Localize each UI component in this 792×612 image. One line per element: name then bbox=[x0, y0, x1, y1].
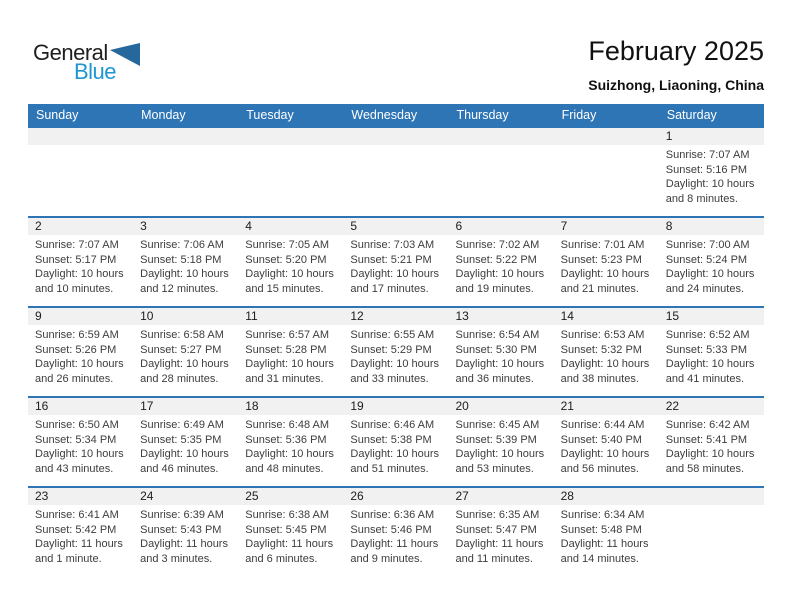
empty-day-cell bbox=[449, 128, 554, 216]
info-line: Sunset: 5:46 PM bbox=[350, 523, 432, 536]
day-number: 20 bbox=[449, 398, 554, 415]
info-line: Daylight: 10 hours bbox=[350, 268, 440, 280]
day-number: 1 bbox=[659, 128, 764, 145]
day-number bbox=[28, 128, 133, 145]
info-line: and 9 minutes. bbox=[350, 552, 423, 565]
week-row bbox=[28, 396, 764, 486]
info-line: Daylight: 10 hours bbox=[350, 358, 440, 370]
day-number bbox=[343, 128, 448, 145]
day-number: 2 bbox=[28, 218, 133, 235]
day-number: 24 bbox=[133, 488, 238, 505]
info-line: Sunrise: 6:54 AM bbox=[455, 329, 540, 341]
info-line: Sunset: 5:39 PM bbox=[455, 433, 537, 446]
day-cell-4 bbox=[238, 218, 343, 306]
day-cell-28 bbox=[554, 488, 659, 576]
info-line: and 10 minutes. bbox=[35, 282, 114, 295]
info-line: and 8 minutes. bbox=[665, 192, 738, 205]
day-number: 19 bbox=[343, 398, 448, 415]
info-line: Sunset: 5:17 PM bbox=[35, 253, 117, 266]
page-subtitle: Suizhong, Liaoning, China bbox=[588, 77, 764, 93]
info-line: Sunrise: 6:55 AM bbox=[350, 329, 435, 341]
info-line: Sunrise: 6:39 AM bbox=[140, 509, 224, 521]
day-cell-21 bbox=[554, 398, 659, 486]
day-cell-2 bbox=[28, 218, 133, 306]
day-number: 23 bbox=[28, 488, 133, 505]
info-line: Sunset: 5:22 PM bbox=[455, 253, 537, 266]
day-sun-info bbox=[449, 235, 554, 296]
info-line: Daylight: 10 hours bbox=[350, 448, 440, 460]
day-number: 25 bbox=[238, 488, 343, 505]
info-line: Sunrise: 6:34 AM bbox=[560, 509, 645, 521]
empty-day-cell bbox=[133, 128, 238, 216]
day-cell-27 bbox=[449, 488, 554, 576]
day-cell-24 bbox=[133, 488, 238, 576]
info-line: and 43 minutes. bbox=[35, 462, 114, 475]
general-blue-logo bbox=[33, 40, 163, 88]
day-number: 28 bbox=[554, 488, 659, 505]
day-cell-1 bbox=[659, 128, 764, 216]
info-line: Sunrise: 7:03 AM bbox=[350, 239, 435, 251]
info-line: Sunrise: 7:00 AM bbox=[665, 239, 750, 251]
day-cell-6 bbox=[449, 218, 554, 306]
info-line: Sunrise: 7:06 AM bbox=[140, 239, 224, 251]
day-number: 18 bbox=[238, 398, 343, 415]
day-sun-info bbox=[133, 235, 238, 296]
info-line: Sunset: 5:36 PM bbox=[245, 433, 327, 446]
info-line: Sunset: 5:43 PM bbox=[140, 523, 222, 536]
day-sun-info bbox=[238, 235, 343, 296]
day-cell-14 bbox=[554, 308, 659, 396]
info-line: Sunrise: 6:46 AM bbox=[350, 419, 435, 431]
day-number: 4 bbox=[238, 218, 343, 235]
day-sun-info bbox=[343, 325, 448, 386]
day-cell-7 bbox=[554, 218, 659, 306]
info-line: Daylight: 10 hours bbox=[140, 448, 229, 460]
info-line: Sunset: 5:28 PM bbox=[245, 343, 327, 356]
info-line: Sunrise: 7:02 AM bbox=[455, 239, 540, 251]
day-number: 17 bbox=[133, 398, 238, 415]
week-row bbox=[28, 486, 764, 576]
info-line: Sunrise: 6:58 AM bbox=[140, 329, 224, 341]
day-number: 3 bbox=[133, 218, 238, 235]
day-cell-13 bbox=[449, 308, 554, 396]
info-line: Daylight: 11 hours bbox=[245, 538, 334, 550]
info-line: Daylight: 11 hours bbox=[350, 538, 439, 550]
info-line: Sunset: 5:34 PM bbox=[35, 433, 117, 446]
day-sun-info bbox=[133, 505, 238, 566]
day-sun-info bbox=[133, 325, 238, 386]
info-line: Daylight: 10 hours bbox=[35, 268, 124, 280]
week-row bbox=[28, 126, 764, 216]
info-line: and 28 minutes. bbox=[140, 372, 219, 385]
day-number: 14 bbox=[554, 308, 659, 325]
info-line: Daylight: 11 hours bbox=[455, 538, 544, 550]
info-line: and 6 minutes. bbox=[245, 552, 318, 565]
empty-day-cell bbox=[343, 128, 448, 216]
day-sun-info bbox=[28, 415, 133, 476]
info-line: and 12 minutes. bbox=[140, 282, 219, 295]
info-line: Sunrise: 6:48 AM bbox=[245, 419, 330, 431]
week-row bbox=[28, 306, 764, 396]
day-sun-info bbox=[659, 325, 764, 386]
day-cell-22 bbox=[659, 398, 764, 486]
info-line: and 15 minutes. bbox=[245, 282, 324, 295]
info-line: Sunset: 5:16 PM bbox=[665, 163, 748, 176]
info-line: and 19 minutes. bbox=[455, 282, 534, 295]
day-sun-info bbox=[343, 505, 448, 566]
day-number bbox=[659, 488, 764, 505]
info-line: and 3 minutes. bbox=[140, 552, 213, 565]
info-line: Sunrise: 6:49 AM bbox=[140, 419, 224, 431]
day-cell-26 bbox=[343, 488, 448, 576]
day-cell-17 bbox=[133, 398, 238, 486]
day-sun-info bbox=[449, 415, 554, 476]
info-line: Sunset: 5:40 PM bbox=[560, 433, 642, 446]
empty-day-cell bbox=[554, 128, 659, 216]
info-line: Daylight: 10 hours bbox=[665, 358, 755, 370]
info-line: Sunrise: 6:41 AM bbox=[35, 509, 119, 521]
info-line: Sunset: 5:24 PM bbox=[665, 253, 748, 266]
day-sun-info bbox=[343, 235, 448, 296]
day-number: 12 bbox=[343, 308, 448, 325]
info-line: Daylight: 10 hours bbox=[455, 268, 545, 280]
info-line: and 31 minutes. bbox=[245, 372, 324, 385]
day-number: 21 bbox=[554, 398, 659, 415]
info-line: Daylight: 10 hours bbox=[245, 358, 334, 370]
info-line: Sunset: 5:48 PM bbox=[560, 523, 642, 536]
info-line: and 53 minutes. bbox=[455, 462, 534, 475]
info-line: Sunrise: 6:59 AM bbox=[35, 329, 119, 341]
day-header-tuesday: Tuesday bbox=[246, 108, 294, 122]
day-sun-info bbox=[659, 415, 764, 476]
empty-day-cell bbox=[28, 128, 133, 216]
info-line: and 36 minutes. bbox=[455, 372, 534, 385]
day-cell-5 bbox=[343, 218, 448, 306]
day-number: 15 bbox=[659, 308, 764, 325]
info-line: Sunset: 5:32 PM bbox=[560, 343, 642, 356]
info-line: Daylight: 11 hours bbox=[560, 538, 649, 550]
info-line: Sunrise: 6:52 AM bbox=[665, 329, 750, 341]
info-line: Daylight: 11 hours bbox=[35, 538, 123, 550]
info-line: Sunset: 5:41 PM bbox=[665, 433, 748, 446]
day-sun-info bbox=[659, 235, 764, 296]
info-line: Daylight: 10 hours bbox=[665, 178, 755, 190]
day-sun-info bbox=[554, 415, 659, 476]
info-line: Sunrise: 6:50 AM bbox=[35, 419, 119, 431]
info-line: Sunset: 5:23 PM bbox=[560, 253, 642, 266]
info-line: Sunset: 5:30 PM bbox=[455, 343, 537, 356]
info-line: Sunrise: 7:07 AM bbox=[35, 239, 119, 251]
info-line: Sunset: 5:38 PM bbox=[350, 433, 432, 446]
day-number: 27 bbox=[449, 488, 554, 505]
day-header-thursday: Thursday bbox=[456, 108, 509, 122]
info-line: and 11 minutes. bbox=[455, 552, 533, 565]
day-cell-25 bbox=[238, 488, 343, 576]
day-header-sunday: Sunday bbox=[36, 108, 79, 122]
day-number: 22 bbox=[659, 398, 764, 415]
info-line: Sunrise: 6:57 AM bbox=[245, 329, 330, 341]
info-line: Daylight: 10 hours bbox=[140, 268, 229, 280]
day-number: 7 bbox=[554, 218, 659, 235]
day-cell-12 bbox=[343, 308, 448, 396]
day-sun-info bbox=[449, 505, 554, 566]
info-line: Sunset: 5:29 PM bbox=[350, 343, 432, 356]
info-line: and 17 minutes. bbox=[350, 282, 429, 295]
day-sun-info bbox=[238, 325, 343, 386]
day-number bbox=[238, 128, 343, 145]
day-sun-info bbox=[659, 145, 764, 206]
empty-day-cell bbox=[659, 488, 764, 576]
day-cell-8 bbox=[659, 218, 764, 306]
day-cell-16 bbox=[28, 398, 133, 486]
day-cell-11 bbox=[238, 308, 343, 396]
day-cell-3 bbox=[133, 218, 238, 306]
day-cell-15 bbox=[659, 308, 764, 396]
calendar bbox=[28, 104, 764, 576]
day-sun-info bbox=[554, 505, 659, 566]
logo-text-general: General bbox=[33, 40, 108, 65]
info-line: and 1 minute. bbox=[35, 552, 102, 565]
day-sun-info bbox=[28, 325, 133, 386]
day-number bbox=[133, 128, 238, 145]
info-line: Daylight: 10 hours bbox=[560, 448, 650, 460]
calendar-header-row bbox=[28, 104, 764, 126]
info-line: Sunrise: 6:44 AM bbox=[560, 419, 645, 431]
info-line: and 21 minutes. bbox=[560, 282, 639, 295]
day-sun-info bbox=[238, 415, 343, 476]
info-line: Daylight: 10 hours bbox=[455, 448, 545, 460]
day-number: 5 bbox=[343, 218, 448, 235]
day-number: 9 bbox=[28, 308, 133, 325]
info-line: Daylight: 10 hours bbox=[560, 268, 650, 280]
week-row bbox=[28, 216, 764, 306]
day-sun-info bbox=[28, 235, 133, 296]
info-line: Daylight: 10 hours bbox=[560, 358, 650, 370]
info-line: Sunset: 5:42 PM bbox=[35, 523, 117, 536]
day-cell-9 bbox=[28, 308, 133, 396]
day-header-monday: Monday bbox=[141, 108, 186, 122]
info-line: Sunset: 5:20 PM bbox=[245, 253, 327, 266]
empty-day-cell bbox=[238, 128, 343, 216]
day-number bbox=[449, 128, 554, 145]
info-line: Sunrise: 7:07 AM bbox=[665, 149, 750, 161]
day-header-wednesday: Wednesday bbox=[351, 108, 418, 122]
info-line: and 41 minutes. bbox=[665, 372, 745, 385]
info-line: Sunrise: 6:53 AM bbox=[560, 329, 645, 341]
day-sun-info bbox=[554, 325, 659, 386]
day-cell-20 bbox=[449, 398, 554, 486]
day-number: 8 bbox=[659, 218, 764, 235]
info-line: Sunrise: 7:01 AM bbox=[560, 239, 645, 251]
info-line: and 33 minutes. bbox=[350, 372, 429, 385]
info-line: Daylight: 10 hours bbox=[245, 268, 334, 280]
info-line: Daylight: 10 hours bbox=[35, 448, 124, 460]
day-cell-19 bbox=[343, 398, 448, 486]
day-number: 13 bbox=[449, 308, 554, 325]
day-number: 26 bbox=[343, 488, 448, 505]
logo-text-blue: Blue bbox=[74, 59, 117, 84]
day-cell-18 bbox=[238, 398, 343, 486]
info-line: Sunrise: 6:42 AM bbox=[665, 419, 750, 431]
info-line: and 26 minutes. bbox=[35, 372, 114, 385]
day-number: 11 bbox=[238, 308, 343, 325]
info-line: Sunrise: 7:05 AM bbox=[245, 239, 330, 251]
info-line: Sunset: 5:18 PM bbox=[140, 253, 222, 266]
day-sun-info bbox=[238, 505, 343, 566]
info-line: Sunset: 5:27 PM bbox=[140, 343, 222, 356]
day-number: 10 bbox=[133, 308, 238, 325]
info-line: and 56 minutes. bbox=[560, 462, 639, 475]
info-line: Sunrise: 6:38 AM bbox=[245, 509, 330, 521]
calendar-weeks bbox=[28, 126, 764, 576]
day-sun-info bbox=[554, 235, 659, 296]
day-number: 16 bbox=[28, 398, 133, 415]
info-line: Sunrise: 6:36 AM bbox=[350, 509, 435, 521]
info-line: Sunset: 5:21 PM bbox=[350, 253, 432, 266]
info-line: Daylight: 10 hours bbox=[245, 448, 334, 460]
day-sun-info bbox=[28, 505, 133, 566]
info-line: Sunset: 5:45 PM bbox=[245, 523, 327, 536]
info-line: and 14 minutes. bbox=[560, 552, 639, 565]
info-line: Daylight: 10 hours bbox=[140, 358, 229, 370]
day-header-saturday: Saturday bbox=[666, 108, 717, 122]
page-title: February 2025 bbox=[588, 36, 764, 66]
info-line: Sunset: 5:35 PM bbox=[140, 433, 222, 446]
day-number bbox=[554, 128, 659, 145]
day-sun-info bbox=[133, 415, 238, 476]
day-sun-info bbox=[343, 415, 448, 476]
info-line: and 46 minutes. bbox=[140, 462, 219, 475]
info-line: Daylight: 11 hours bbox=[140, 538, 228, 550]
info-line: Daylight: 10 hours bbox=[665, 448, 755, 460]
day-number: 6 bbox=[449, 218, 554, 235]
info-line: and 48 minutes. bbox=[245, 462, 324, 475]
info-line: Sunrise: 6:45 AM bbox=[455, 419, 540, 431]
info-line: and 58 minutes. bbox=[665, 462, 745, 475]
info-line: and 38 minutes. bbox=[560, 372, 639, 385]
info-line: Sunset: 5:26 PM bbox=[35, 343, 117, 356]
info-line: Daylight: 10 hours bbox=[35, 358, 124, 370]
info-line: Daylight: 10 hours bbox=[665, 268, 755, 280]
day-cell-23 bbox=[28, 488, 133, 576]
info-line: Sunset: 5:33 PM bbox=[665, 343, 748, 356]
info-line: Sunset: 5:47 PM bbox=[455, 523, 537, 536]
day-cell-10 bbox=[133, 308, 238, 396]
day-header-friday: Friday bbox=[561, 108, 597, 122]
info-line: Sunrise: 6:35 AM bbox=[455, 509, 540, 521]
info-line: and 24 minutes. bbox=[665, 282, 745, 295]
info-line: and 51 minutes. bbox=[350, 462, 429, 475]
info-line: Daylight: 10 hours bbox=[455, 358, 545, 370]
day-sun-info bbox=[449, 325, 554, 386]
